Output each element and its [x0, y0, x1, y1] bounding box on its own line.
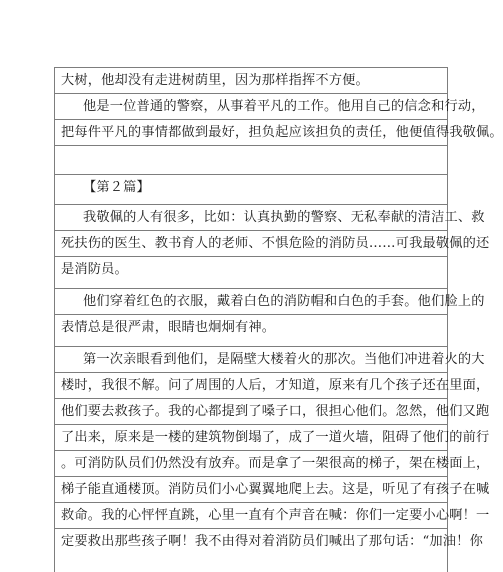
text-line: 我敬佩的人有很多，比如：认真执勤的警察、无私奉献的清洁工、救	[55, 204, 447, 230]
text-line: 。可消防队员们仍然没有放弃。而是拿了一架很高的梯子，架在楼面上，	[55, 450, 447, 476]
text-line: 梯子能直通楼顶。消防员们小心翼翼地爬上去。这是，听见了有孩子在喊	[55, 476, 447, 502]
text-line: 大树，他却没有走进树荫里，因为那样指挥不方便。	[55, 67, 447, 93]
text-line: 表情总是很严肃，眼睛也炯炯有神。	[55, 314, 447, 340]
section-heading: 【第２篇】	[55, 174, 447, 200]
text-line: 定要救出那些孩子啊！我不由得对着消防员们喊出了那句话：“加油！你	[55, 528, 447, 554]
text-line: 是消防员。	[55, 256, 447, 282]
text-line: 第一次亲眼看到他们，是隔壁大楼着火的那次。当他们冲进着火的大	[55, 346, 447, 372]
text-line: 把每件平凡的事情都做到最好，担负起应该担负的责任，他便值得我敬佩。	[55, 119, 447, 145]
text-line: 死扶伤的医生、教书育人的老师、不惧危险的消防员……可我最敬佩的还	[55, 230, 447, 256]
blank-line	[55, 145, 447, 171]
text-line: 他们穿着红色的衣服，戴着白色的消防帽和白色的手套。他们脸上的	[55, 288, 447, 314]
text-line: 他是一位普通的警察，从事着平凡的工作。他用自己的信念和行动，	[55, 93, 447, 119]
text-line: 他们要去救孩子。我的心都提到了嗓子口，很担心他们。忽然，他们又跑	[55, 398, 447, 424]
text-line: 了出来，原来是一楼的建筑物倒塌了，成了一道火墙，阻碍了他们的前行	[55, 424, 447, 450]
text-table	[54, 67, 503, 572]
text-line: 楼时，我很不解。问了周围的人后，才知道，原来有几个孩子还在里面，	[55, 372, 447, 398]
text-line: 救命。我的心怦怦直跳，心里一直有个声音在喊：你们一定要小心啊！一	[55, 502, 447, 528]
